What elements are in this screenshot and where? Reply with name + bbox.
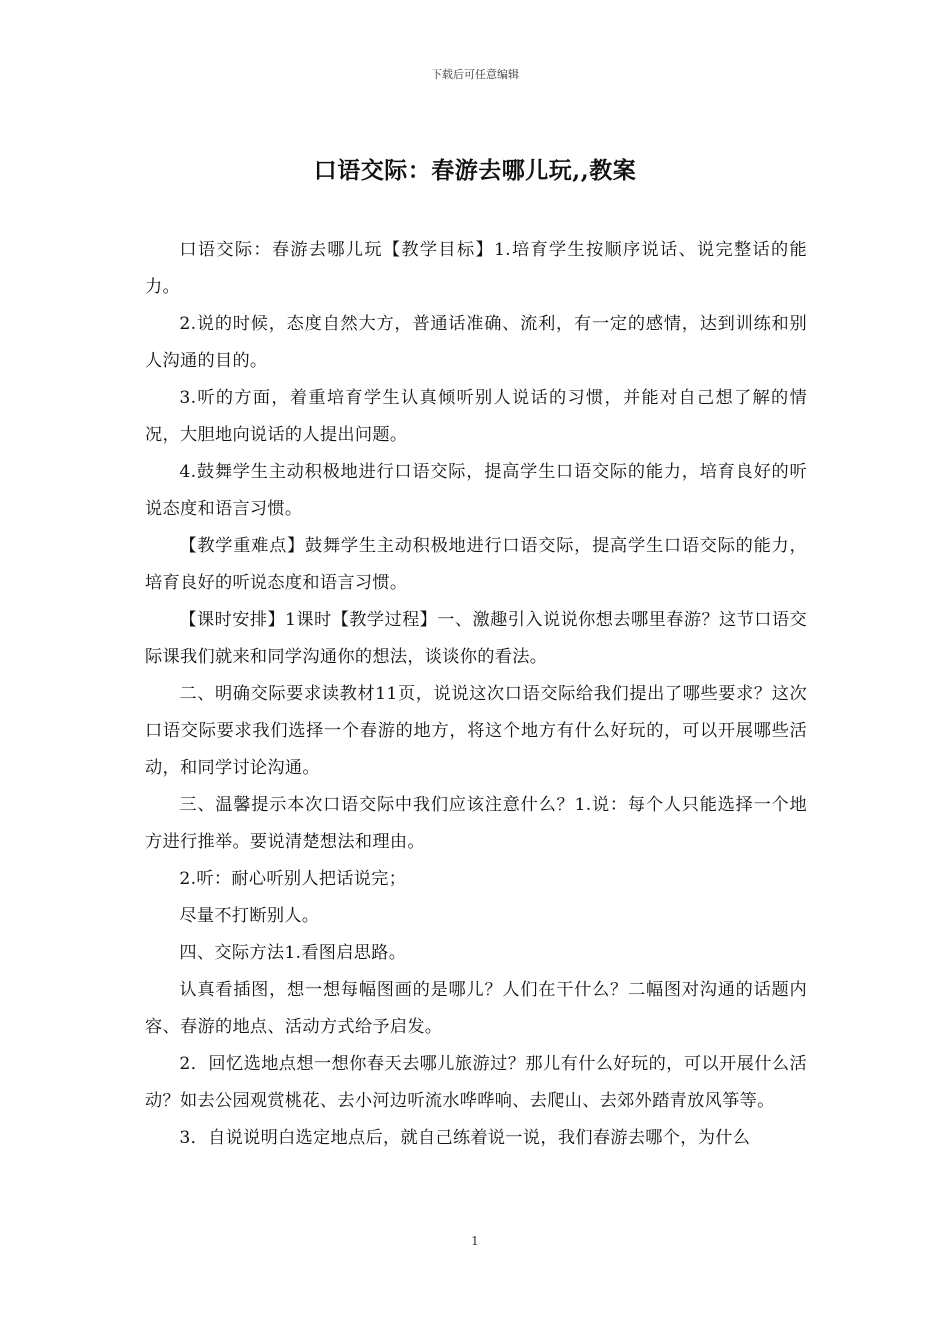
paragraph: 4.鼓舞学生主动积极地进行口语交际，提高学生口语交际的能力，培育良好的听说态度和语言习惯。 — [145, 462, 807, 519]
paragraph: 三、温馨提示本次口语交际中我们应该注意什么？1.说：每个人只能选择一个地方进行推举。要说清楚想法和理由。 — [145, 795, 807, 852]
header-note: 下载后可任意编辑 — [431, 68, 519, 81]
paragraph: 认真看插图，想一想每幅图画的是哪儿？人们在干什么？二幅图对沟通的话题内容、春游的地点、活动方式给予启发。 — [145, 980, 807, 1037]
paragraph: 2.听：耐心听别人把话说完； — [179, 869, 407, 889]
document-title: 口语交际：春游去哪儿玩,,教案 — [313, 157, 637, 184]
paragraph: 四、交际方法1.看图启思路。 — [179, 943, 407, 963]
paragraph: 2.说的时候，态度自然大方，普通话准确、流利，有一定的感情，达到训练和别人沟通的目的。 — [145, 314, 807, 371]
paragraph: 2．回忆选地点想一想你春天去哪儿旅游过？那儿有什么好玩的，可以开展什么活动？如去公园观赏桃花、去小河边听流水哗哗响、去爬山、去郊外踏青放风筝等。 — [145, 1054, 807, 1111]
page-number: 1 — [471, 1234, 479, 1248]
paragraph: 3．自说说明白选定地点后，就自己练着说一说，我们春游去哪个，为什么 — [179, 1128, 751, 1148]
paragraph: 3.听的方面，着重培育学生认真倾听别人说话的习惯，并能对自己想了解的情况，大胆地向说话的人提出问题。 — [145, 388, 807, 445]
document-body — [145, 232, 807, 1157]
paragraph: 【课时安排】1课时【教学过程】一、激趣引入说说你想去哪里春游？这节口语交际课我们就来和同学沟通你的想法，谈谈你的看法。 — [145, 610, 807, 667]
paragraph: 口语交际：春游去哪儿玩【教学目标】1.培育学生按顺序说话、说完整话的能力。 — [145, 240, 807, 297]
paragraph: 尽量不打断别人。 — [179, 906, 320, 926]
paragraph: 二、明确交际要求读教材11页，说说这次口语交际给我们提出了哪些要求？这次口语交际要求我们选择一个春游的地方，将这个地方有什么好玩的，可以开展哪些活动，和同学讨论沟通。 — [145, 684, 807, 778]
paragraph: 【教学重难点】鼓舞学生主动积极地进行口语交际，提高学生口语交际的能力，培育良好的听说态度和语言习惯。 — [145, 536, 807, 593]
